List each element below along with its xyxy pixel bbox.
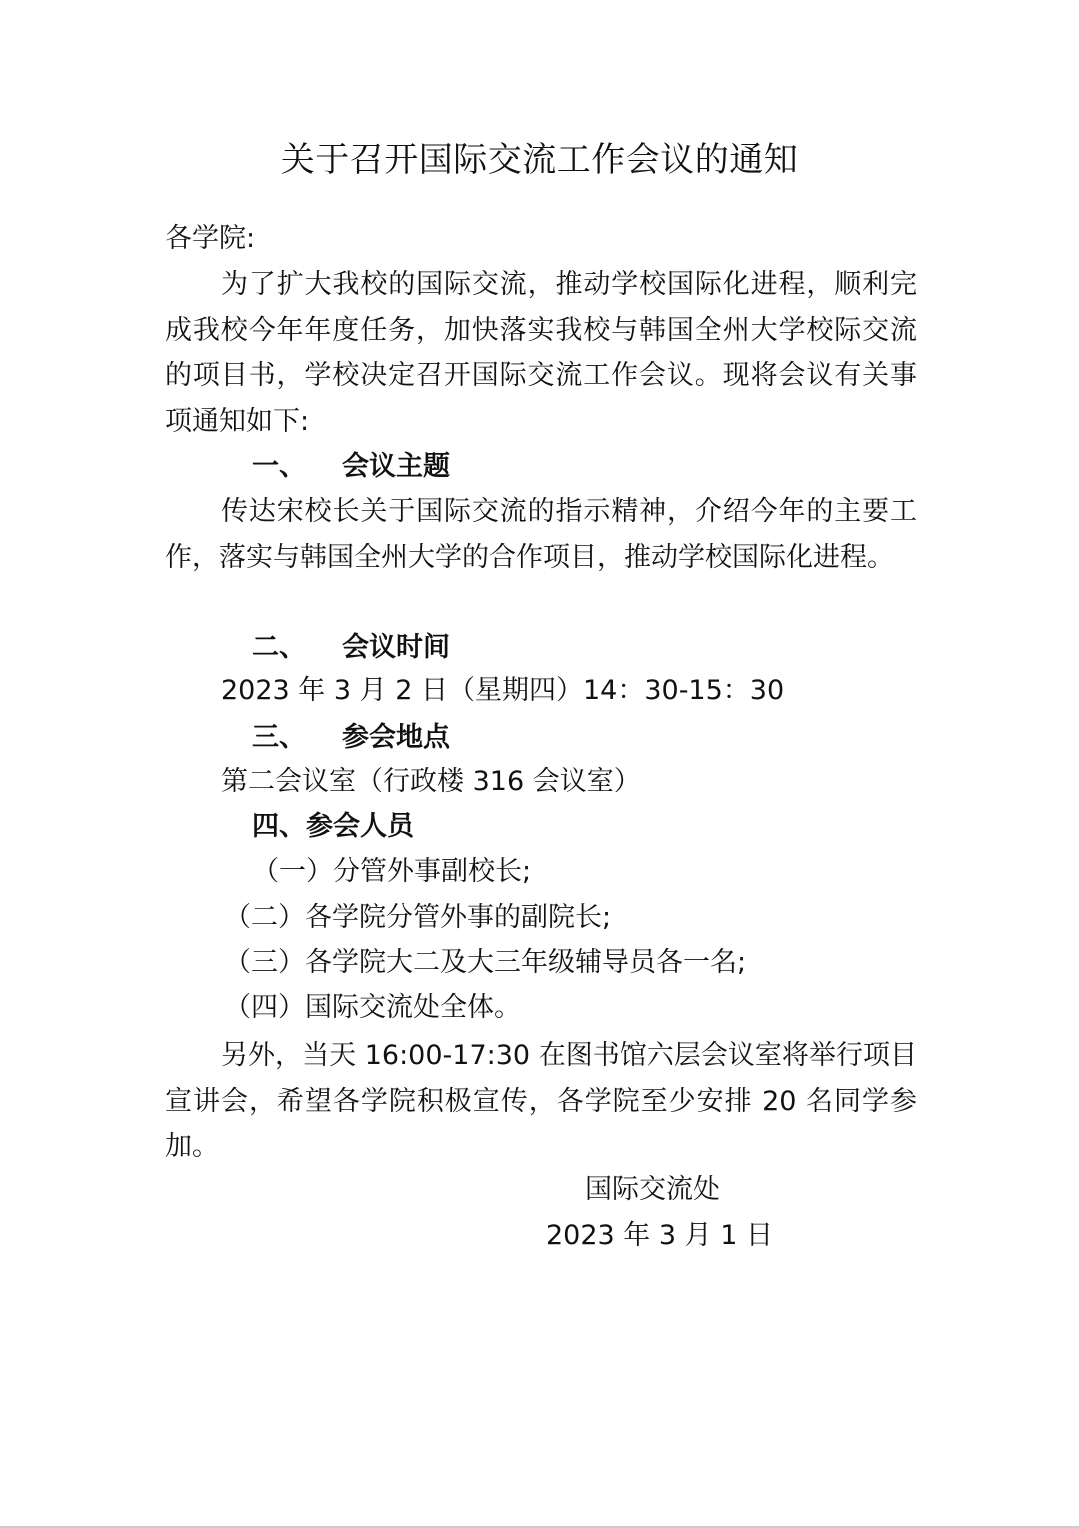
section-number-2: 二、: [252, 632, 306, 663]
section-title-1: 会议主题: [342, 451, 450, 482]
section-heading-1: [252, 447, 450, 487]
section-heading-3: [252, 718, 450, 758]
section-number-1: 一、: [252, 451, 306, 482]
section-content-1: 传达宋校长关于国际交流的指示精神，介绍今年的主要工作，落实与韩国全州大学的合作项目，推动学校国际化进程。: [165, 496, 917, 573]
section-title-2: 会议时间: [342, 632, 450, 663]
attendee-item-1: （一）分管外事副校长;: [252, 856, 532, 887]
signature-office: 国际交流处: [585, 1174, 720, 1205]
intro-paragraph: 为了扩大我校的国际交流，推动学校国际化进程，顺利完成我校今年年度任务，加快落实我校与韩国全州大学校际交流的项目书，学校决定召开国际交流工作会议。现将会议有关事项通知如下:: [165, 269, 917, 437]
attendee-item-4: （四）国际交流处全体。: [224, 992, 521, 1023]
section-content-3: 第二会议室（行政楼 316 会议室）: [221, 766, 641, 797]
section-content-2: 2023 年 3 月 2 日（星期四）14：30-15：30: [221, 675, 785, 706]
section-title-3: 参会地点: [342, 722, 450, 753]
document-title: 关于召开国际交流工作会议的通知: [280, 140, 799, 180]
section-heading-4: 四、参会人员: [252, 811, 414, 842]
section-number-3: 三、: [252, 722, 306, 753]
signature-date: 2023 年 3 月 1 日: [546, 1220, 773, 1251]
additional-paragraph: 另外，当天 16:00-17:30 在图书馆六层会议室将举行项目宣讲会，希望各学院积极宣传，各学院至少安排 20 名同学参加。: [165, 1040, 917, 1162]
attendee-item-3: （三）各学院大二及大三年级辅导员各一名;: [224, 947, 747, 978]
attendee-item-2: （二）各学院分管外事的副院长;: [224, 902, 612, 933]
section-heading-2: [252, 628, 450, 668]
salutation: 各学院:: [165, 223, 256, 254]
